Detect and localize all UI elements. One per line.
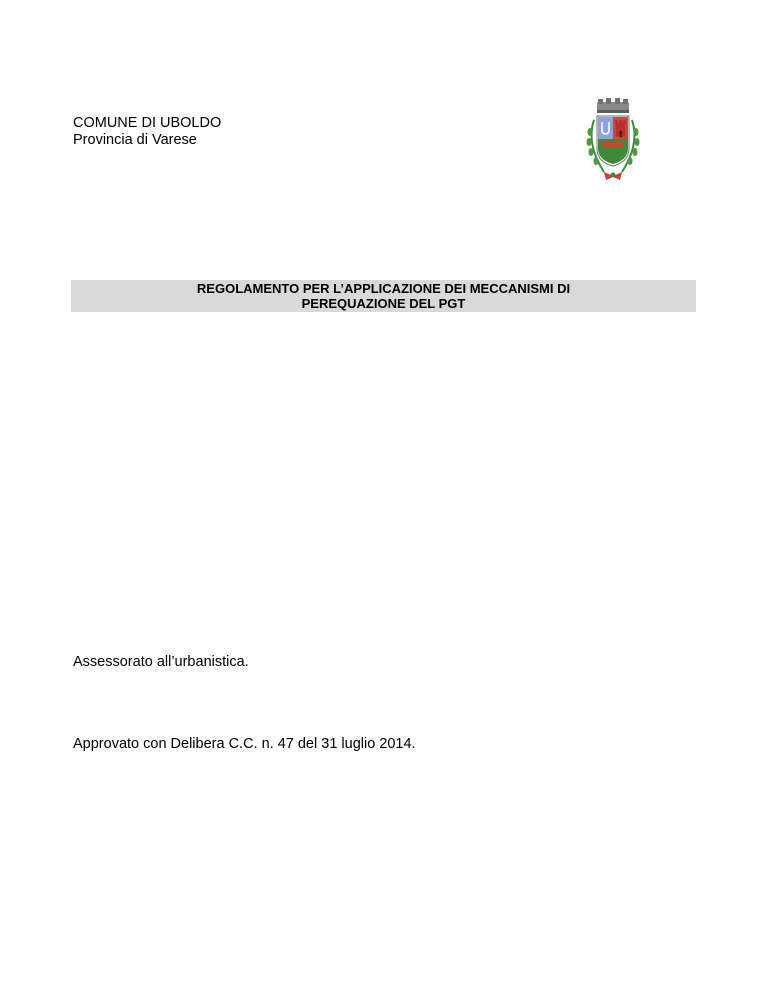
province-name: Provincia di Varese (73, 132, 197, 148)
department-text: Assessorato all’urbanistica. (73, 654, 249, 670)
approval-text: Approvato con Delibera C.C. n. 47 del 31 luglio 2014. (73, 736, 416, 752)
shield-icon (597, 116, 629, 166)
ribbon-icon (604, 172, 622, 180)
municipality-header (73, 115, 221, 149)
crown-icon (597, 98, 629, 113)
municipality-name: COMUNE DI UBOLDO (73, 115, 222, 131)
document-title (71, 280, 696, 312)
document-title-line-2: PEREQUAZIONE DEL PGT (301, 296, 466, 311)
document-title-line-1: REGOLAMENTO PER L’APPLICAZIONE DEI MECCANISMI DI (196, 281, 571, 296)
municipal-coat-of-arms-icon (580, 96, 646, 184)
